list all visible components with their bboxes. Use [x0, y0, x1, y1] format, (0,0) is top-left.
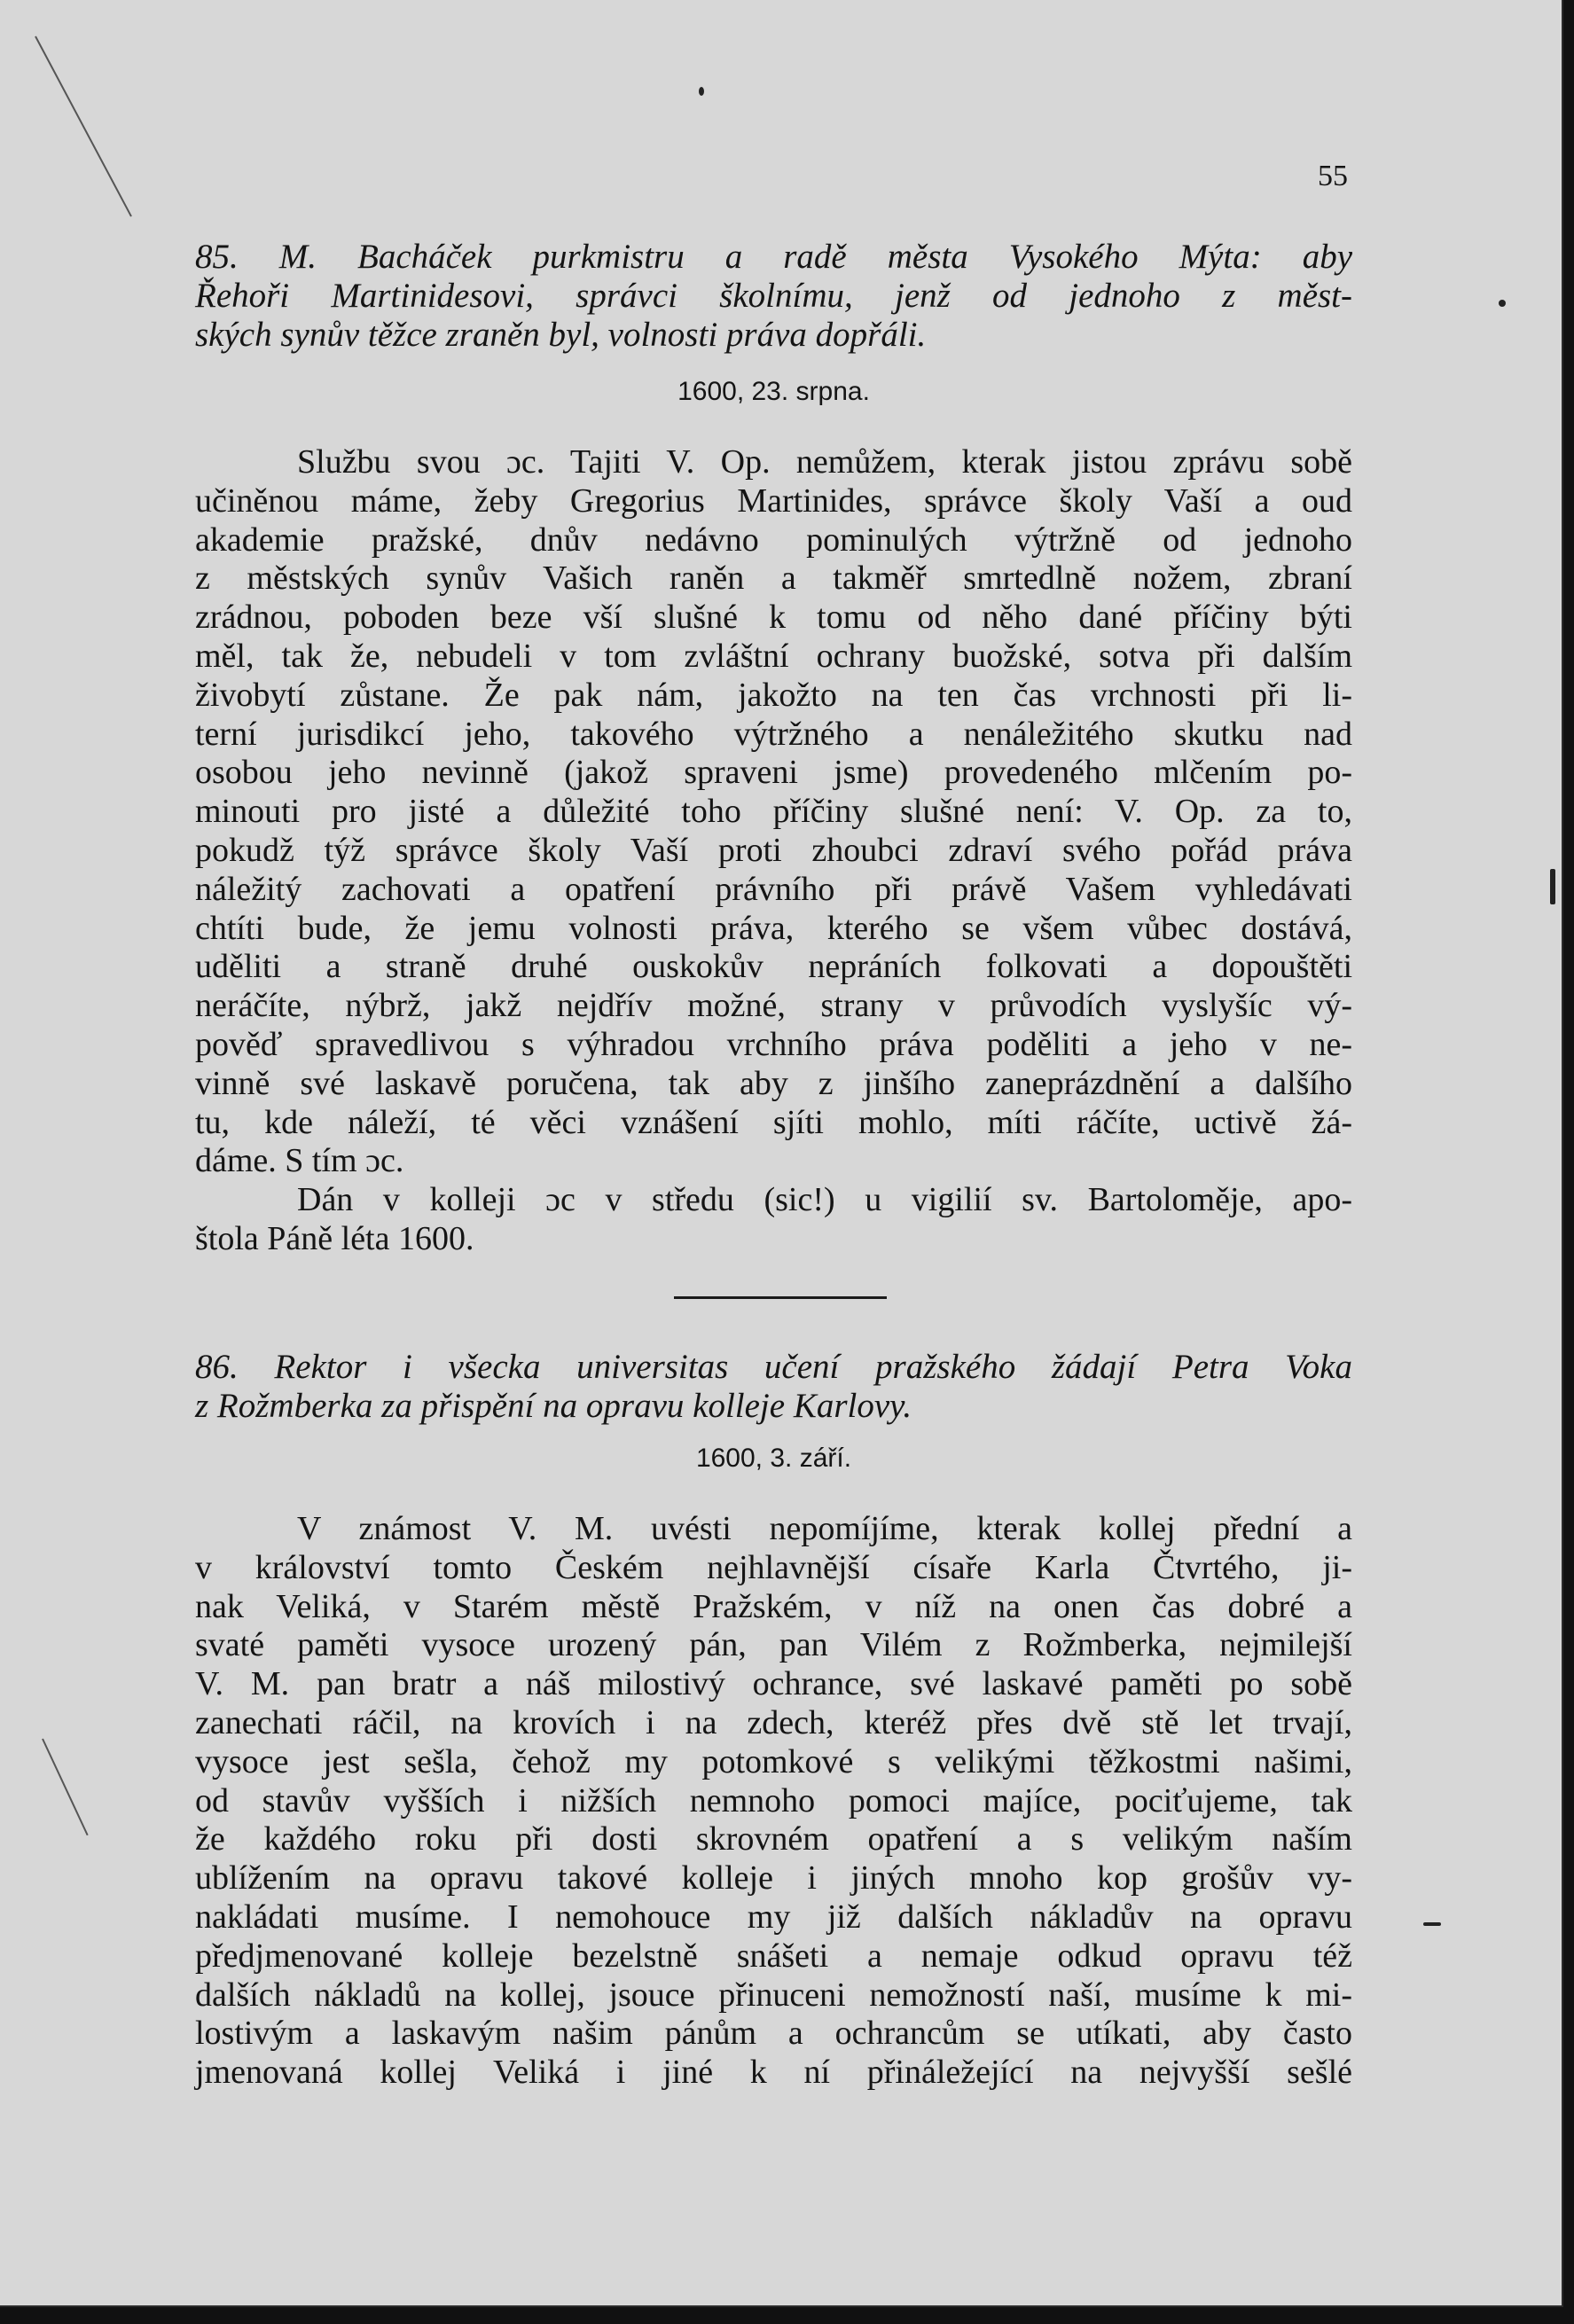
doc85-body-line: zrádnou, poboden beze vší slušné k tomu od něho dané příčiny býti — [195, 599, 1352, 637]
doc86-body-line: vysoce jest sešla, čehož my potomkové s velikými těžkostmi našimi, — [195, 1742, 1352, 1780]
doc86-body-line: v království tomto Českém nejhlavnější císaře Karla Čtvrtého, ji- — [195, 1548, 1352, 1586]
doc86-date: 1600, 3. září. — [695, 1444, 852, 1473]
doc85-heading-line: 85. M. Bacháček purkmistru a radě města Vysokého Mýta: aby — [195, 238, 1352, 276]
doc86-body-line: jmenovaná kollej Veliká i jiné k ní přináležející na nejvyšší sešlé — [195, 2054, 1352, 2092]
doc85-body-line: z městských synův Vašich raněn a takměř smrtedlně nožem, zbraní — [195, 559, 1352, 598]
doc85-body-line: štola Páně léta 1600. — [195, 1219, 474, 1257]
doc86-body-line: od stavův vyšších i nižších nemnoho pomoci majíce, pociťujeme, tak — [195, 1781, 1352, 1819]
doc85-heading-line: ských synův těžce zraněn byl, volnosti práva dopřáli. — [195, 316, 927, 354]
doc85-body-line: minouti pro jisté a důležité toho příčiny slušné není: V. Op. za to, — [195, 793, 1352, 831]
doc85-body-line: uděliti a straně druhé ouskokův nepráních folkovati a dopouštěti — [195, 948, 1352, 986]
page-number: 55 — [1318, 160, 1348, 192]
scan-speck — [1499, 300, 1506, 307]
doc85-body-line: osobou jeho nevinně (jakož spraveni jsme) provedeného mlčením po- — [195, 754, 1352, 792]
doc85-body-line: pověď spravedlivou s výhradou vrchního práva poděliti a jeho v ne- — [195, 1025, 1352, 1063]
doc86-body-line: předjmenované kolleje bezelstně snášeti a nemaje odkud opravu též — [195, 1937, 1352, 1975]
doc85-body-line: neráčíte, nýbrž, jakž nejdřív možné, strany v průvodích vyslyšíc vý- — [195, 987, 1352, 1025]
doc86-heading-line: 86. Rektor i všecka universitas učení pražského žádají Petra Voka — [195, 1348, 1352, 1386]
doc86-body-line: V. M. pan bratr a náš milostivý ochrance, své laskavé paměti po sobě — [195, 1665, 1352, 1703]
doc86-heading-line: z Rožmberka za přispění na opravu kolleje Karlovy. — [195, 1387, 912, 1425]
doc86-body — [195, 1510, 1352, 2093]
section-divider — [674, 1296, 887, 1299]
doc85-body-line: vinně své laskavě poručena, tak aby z jinšího zaneprázdnění a dalšího — [195, 1064, 1352, 1102]
doc86-body-line: ublížením na opravu takové kolleje i jiných mnoho kop grošův vy- — [195, 1859, 1352, 1898]
doc85-heading-line: Řehoři Martinidesovi, správci školnímu, jenž od jednoho z měst- — [195, 277, 1352, 315]
doc85-body-line: pokudž týž správce školy Vaší proti zhoubci zdraví svého pořád práva — [195, 831, 1352, 869]
doc86-body-line: dalších nákladů na kollej, jsouce přinuceni nemožností naší, musíme k mi- — [195, 1976, 1352, 2014]
scan-scratch — [35, 36, 132, 217]
doc85-body-line: Službu svou ɔc. Tajiti V. Op. nemůžem, kterak jistou zprávu sobě — [297, 443, 1352, 481]
doc86-body-line: že každého roku při dosti skrovném opatření a s velikým naším — [195, 1820, 1352, 1858]
doc85-body-line: akademie pražské, dnův nedávno pominulých výtržně od jednoho — [195, 520, 1352, 559]
doc86-body-line: svaté paměti vysoce urozený pán, pan Vilém z Rožmberka, nejmilejší — [195, 1626, 1352, 1664]
doc85-body-line: tu, kde náleží, té věci vznášení sjíti mohlo, míti ráčíte, uctivě žá- — [195, 1103, 1352, 1141]
doc85-body-line: dáme. S tím ɔc. — [195, 1142, 404, 1180]
doc85-body-line: živobytí zůstane. Že pak nám, jakožto na ten čas vrchnosti při li- — [195, 676, 1352, 714]
scan-speck — [699, 87, 704, 96]
scan-speck — [1423, 1922, 1441, 1926]
doc86-body-line: nak Veliká, v Starém městě Pražském, v níž na onen čas dobré a — [195, 1587, 1352, 1625]
scan-scratch — [42, 1739, 89, 1836]
doc86-body-line: V známost V. M. uvésti nepomíjíme, kterak kollej přední a — [297, 1510, 1352, 1547]
scan-speck — [1550, 869, 1555, 904]
doc86-heading — [195, 1348, 1352, 1426]
doc86-body-line: lostivým a laskavým našim pánům a ochrancům se utíkati, aby často — [195, 2015, 1352, 2053]
doc85-body-line: náležitý zachovati a opatření právního při právě Vašem vyhledávati — [195, 870, 1352, 908]
doc85-heading — [195, 238, 1352, 355]
doc85-body-line: chtíti bude, že jemu volnosti práva, kterého se všem vůbec dostává, — [195, 909, 1352, 947]
doc85-date: 1600, 23. srpna. — [677, 377, 870, 406]
doc86-body-line: nakládati musíme. I nemohouce my již dalších nákladův na opravu — [195, 1898, 1352, 1936]
doc85-body-line: učiněnou máme, žeby Gregorius Martinides, správce školy Vaší a oud — [195, 481, 1352, 520]
doc85-body-line: měl, tak že, nebudeli v tom zvláštní ochrany buožské, sotva při dalším — [195, 637, 1352, 675]
doc86-body-line: zanechati ráčil, na krovích i na zdech, kteréž přes dvě stě let trvají, — [195, 1703, 1352, 1741]
doc85-body-line: terní jurisdikcí jeho, takového výtržného a nenáležitého skutku nad — [195, 715, 1352, 753]
doc85-body — [195, 443, 1352, 1259]
doc85-body-line: Dán v kolleji ɔc v středu (sic!) u vigilií sv. Bartoloměje, apo- — [297, 1181, 1352, 1219]
